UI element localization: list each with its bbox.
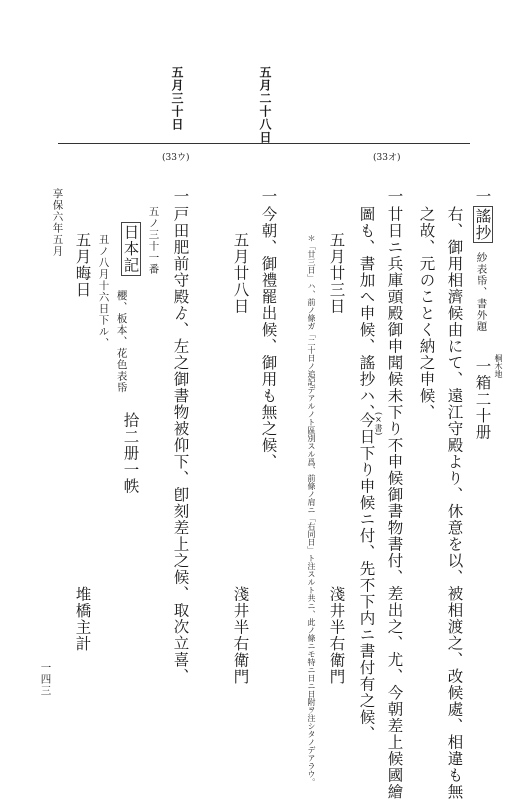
entry4-title-note: 櫻、板本、花色表帋 xyxy=(115,290,128,394)
entry1-count-note: 桐木地 xyxy=(494,354,503,378)
entry2-line2a: 圖も、書加へ申候、謠抄ハ、 xyxy=(357,206,376,421)
entry4-date: 五月晦日 xyxy=(73,232,92,298)
entry1-line3: 之故、元のことく納之申候、 xyxy=(417,206,436,421)
folio-ref-right: (33オ) xyxy=(373,153,401,163)
entry2-signer: 淺井半右衛門 xyxy=(327,586,346,685)
header-rule xyxy=(58,143,470,144)
entry3-signer: 淺井半右衛門 xyxy=(231,586,250,685)
entry3-date: 五月廿八日 xyxy=(231,232,250,315)
entry1-sub: 紗表帋、書外題 xyxy=(475,252,488,333)
entry2-footnote: ＊「廿三日」ハ、前ノ條ガ「二十日ノ追記デアルノト區別スル爲、前條ノ肩ニ「右同日」ト注スルト共ニ、此ノ條ニモ特ニ日ニ日附ヲ注シタノデアラウ。 xyxy=(307,234,316,786)
entry4-number: 五ノ三十一番 xyxy=(147,206,160,275)
running-date-left: 五月三十日 xyxy=(170,66,184,131)
entry4-line1: 戸田肥前守殿ゟ、左之御書物被仰下、卽刻差上之候、取次立喜、 xyxy=(171,206,190,685)
era-margin: 享保六年五月 xyxy=(51,188,64,257)
entry2-aux-note: (×書) xyxy=(374,412,383,436)
entry2-mark: 一 xyxy=(385,188,404,205)
entry4-title: 日本記 xyxy=(121,224,140,274)
entry4-dated-note: 丑ノ八月十六日下ル、 xyxy=(97,234,110,349)
running-date-right: 五月二十八日 xyxy=(258,66,272,144)
page-number: 一四三 xyxy=(39,662,52,697)
entry3-mark: 一 xyxy=(259,188,278,205)
entry1-mark: 一 xyxy=(473,188,492,205)
entry1-line2: 右、御用相濟候由にて、遠江守殿より、休意を以、被相渡之、改候處、相違も無 xyxy=(445,206,464,800)
entry4-count: 拾二册一帙 xyxy=(121,412,140,495)
entry2-line1: 廿日ニ兵庫頭殿御申聞候未下り不申候御書物書付、差出之、尤、今朝差上候國繪 xyxy=(385,206,404,800)
folio-ref-left: (33ウ) xyxy=(162,153,190,163)
entry1-count: 一箱二十册 xyxy=(473,358,492,441)
entry4-signer: 堆橋主計 xyxy=(73,586,92,652)
entry3-line1: 今朝、御禮罷出候、御用も無之候、 xyxy=(259,206,278,470)
entry4-mark: 一 xyxy=(171,188,190,205)
entry1-title: 謠抄 xyxy=(473,208,492,241)
entry2-date: 五月廿三日 xyxy=(327,232,346,315)
entry2-line2b: 今日下り申候ニ付、先不下内ニ書付有之候、 xyxy=(357,412,376,742)
